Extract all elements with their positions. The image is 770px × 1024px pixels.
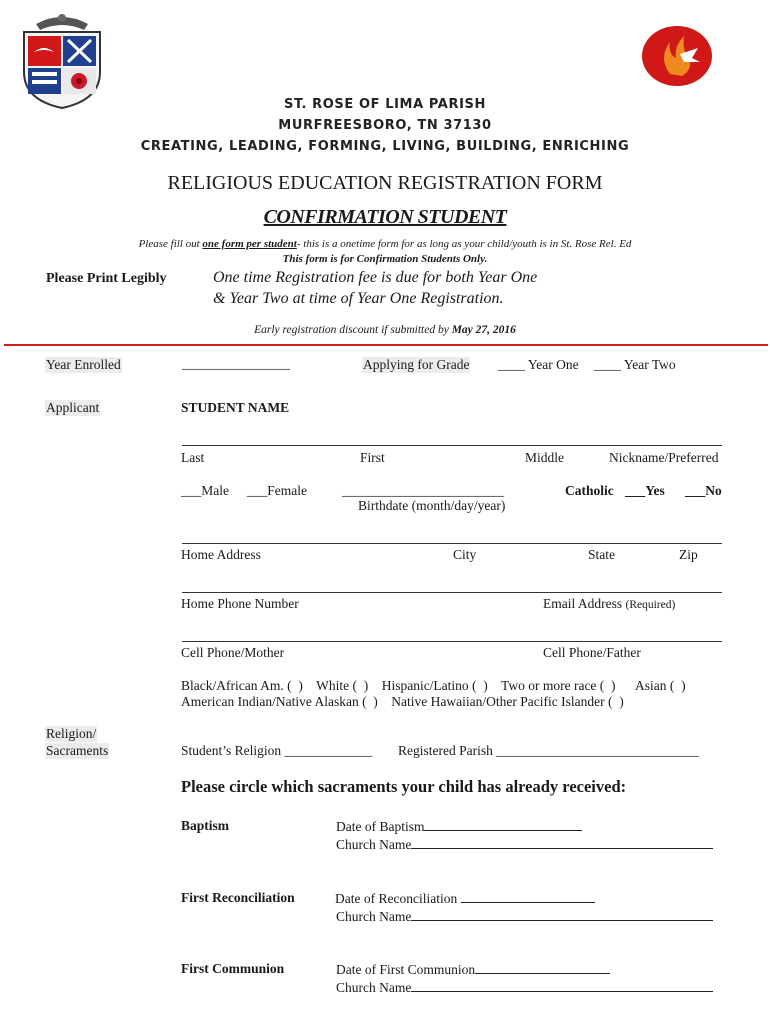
fee-note-line2: & Year Two at time of Year One Registration. bbox=[213, 290, 504, 307]
sacrament-baptism-name[interactable]: Baptism bbox=[181, 818, 230, 833]
baptism-church-field[interactable]: Church Name bbox=[336, 836, 713, 853]
ethnicity-options-line1[interactable]: Black/African Am. ( ) White ( ) Hispanic/Latino ( ) Two or more race ( ) Asian ( ) bbox=[181, 678, 686, 693]
middle-name-caption: Middle bbox=[525, 450, 564, 465]
student-religion-field[interactable]: Student’s Religion _____________ bbox=[181, 743, 373, 758]
year-two-option[interactable]: ____ Year Two bbox=[594, 357, 676, 372]
instruction-line: Please fill out one form per student- this is a onetime form for as long as your child/youth is in St. Rose Rel. Ed bbox=[138, 238, 632, 250]
last-name-caption: Last bbox=[181, 450, 205, 465]
baptism-date-field[interactable]: Date of Baptism bbox=[336, 818, 582, 835]
form-subtitle: CONFIRMATION STUDENT bbox=[263, 206, 507, 228]
student-name-heading: STUDENT NAME bbox=[181, 400, 290, 415]
birthdate-caption: Birthdate (month/day/year) bbox=[358, 498, 506, 513]
home-phone-caption: Home Phone Number bbox=[181, 596, 299, 611]
home-address-caption: Home Address bbox=[181, 547, 261, 562]
catholic-label: Catholic bbox=[565, 483, 614, 498]
year-one-option[interactable]: ____ Year One bbox=[498, 357, 579, 372]
city-caption: City bbox=[453, 547, 477, 562]
year-enrolled-field[interactable]: ________________ bbox=[182, 356, 290, 371]
reconciliation-church-field[interactable]: Church Name bbox=[336, 908, 713, 925]
applicant-label: Applicant bbox=[46, 400, 100, 415]
early-registration-note: Early registration discount if submitted by May 27, 2016 bbox=[254, 324, 516, 336]
red-divider bbox=[4, 344, 768, 346]
zip-caption: Zip bbox=[679, 547, 698, 562]
birthdate-field[interactable]: ________________________ bbox=[342, 483, 504, 498]
home-address-field[interactable] bbox=[182, 543, 722, 544]
cell-father-caption: Cell Phone/Father bbox=[543, 645, 641, 660]
reconciliation-date-field[interactable]: Date of Reconciliation bbox=[335, 890, 595, 907]
fee-note-line1: One time Registration fee is due for both Year One bbox=[213, 269, 538, 286]
catholic-no-option[interactable]: ___No bbox=[685, 483, 722, 498]
catholic-yes-option[interactable]: ___Yes bbox=[625, 483, 665, 498]
email-caption: Email Address (Required) bbox=[543, 596, 676, 611]
male-option[interactable]: ___Male bbox=[181, 483, 229, 498]
state-caption: State bbox=[588, 547, 615, 562]
student-name-field[interactable] bbox=[182, 445, 722, 446]
form-title: RELIGIOUS EDUCATION REGISTRATION FORM bbox=[167, 172, 603, 194]
religion-label: Religion/ bbox=[46, 726, 97, 741]
print-legibly: Please Print Legibly bbox=[46, 271, 167, 286]
parish-motto: CREATING, LEADING, FORMING, LIVING, BUILDING, ENRICHING bbox=[140, 139, 630, 154]
required-note: (Required) bbox=[625, 599, 676, 611]
sacrament-reconciliation-name[interactable]: First Reconciliation bbox=[181, 890, 295, 905]
ethnicity-options-line2[interactable]: American Indian/Native Alaskan ( ) Native Hawaiian/Other Pacific Islander ( ) bbox=[181, 694, 624, 709]
sacraments-circle-heading: Please circle which sacraments your child has already received: bbox=[181, 777, 627, 796]
communion-date-field[interactable]: Date of First Communion bbox=[336, 961, 610, 978]
communion-church-field[interactable]: Church Name bbox=[336, 979, 713, 996]
female-option[interactable]: ___Female bbox=[247, 483, 307, 498]
nickname-caption: Nickname/Preferred bbox=[609, 450, 719, 465]
registered-parish-field[interactable]: Registered Parish ______________________________ bbox=[398, 743, 699, 758]
confirmation-only-note: This form is for Confirmation Students Only. bbox=[282, 253, 488, 265]
parish-name: ST. ROSE OF LIMA PARISH bbox=[284, 97, 486, 112]
parish-city: MURFREESBORO, TN 37130 bbox=[278, 118, 492, 133]
applying-for-grade-label: Applying for Grade bbox=[363, 357, 470, 372]
sacraments-label: Sacraments bbox=[46, 743, 109, 758]
year-enrolled-label: Year Enrolled bbox=[46, 357, 121, 372]
sacrament-communion-name[interactable]: First Communion bbox=[181, 961, 285, 976]
cell-mother-caption: Cell Phone/Mother bbox=[181, 645, 285, 660]
cell-phone-field[interactable] bbox=[182, 641, 722, 642]
holy-spirit-flame-icon bbox=[640, 24, 714, 88]
first-name-caption: First bbox=[360, 450, 385, 465]
phone-email-field[interactable] bbox=[182, 592, 722, 593]
parish-crest-icon bbox=[16, 10, 108, 110]
